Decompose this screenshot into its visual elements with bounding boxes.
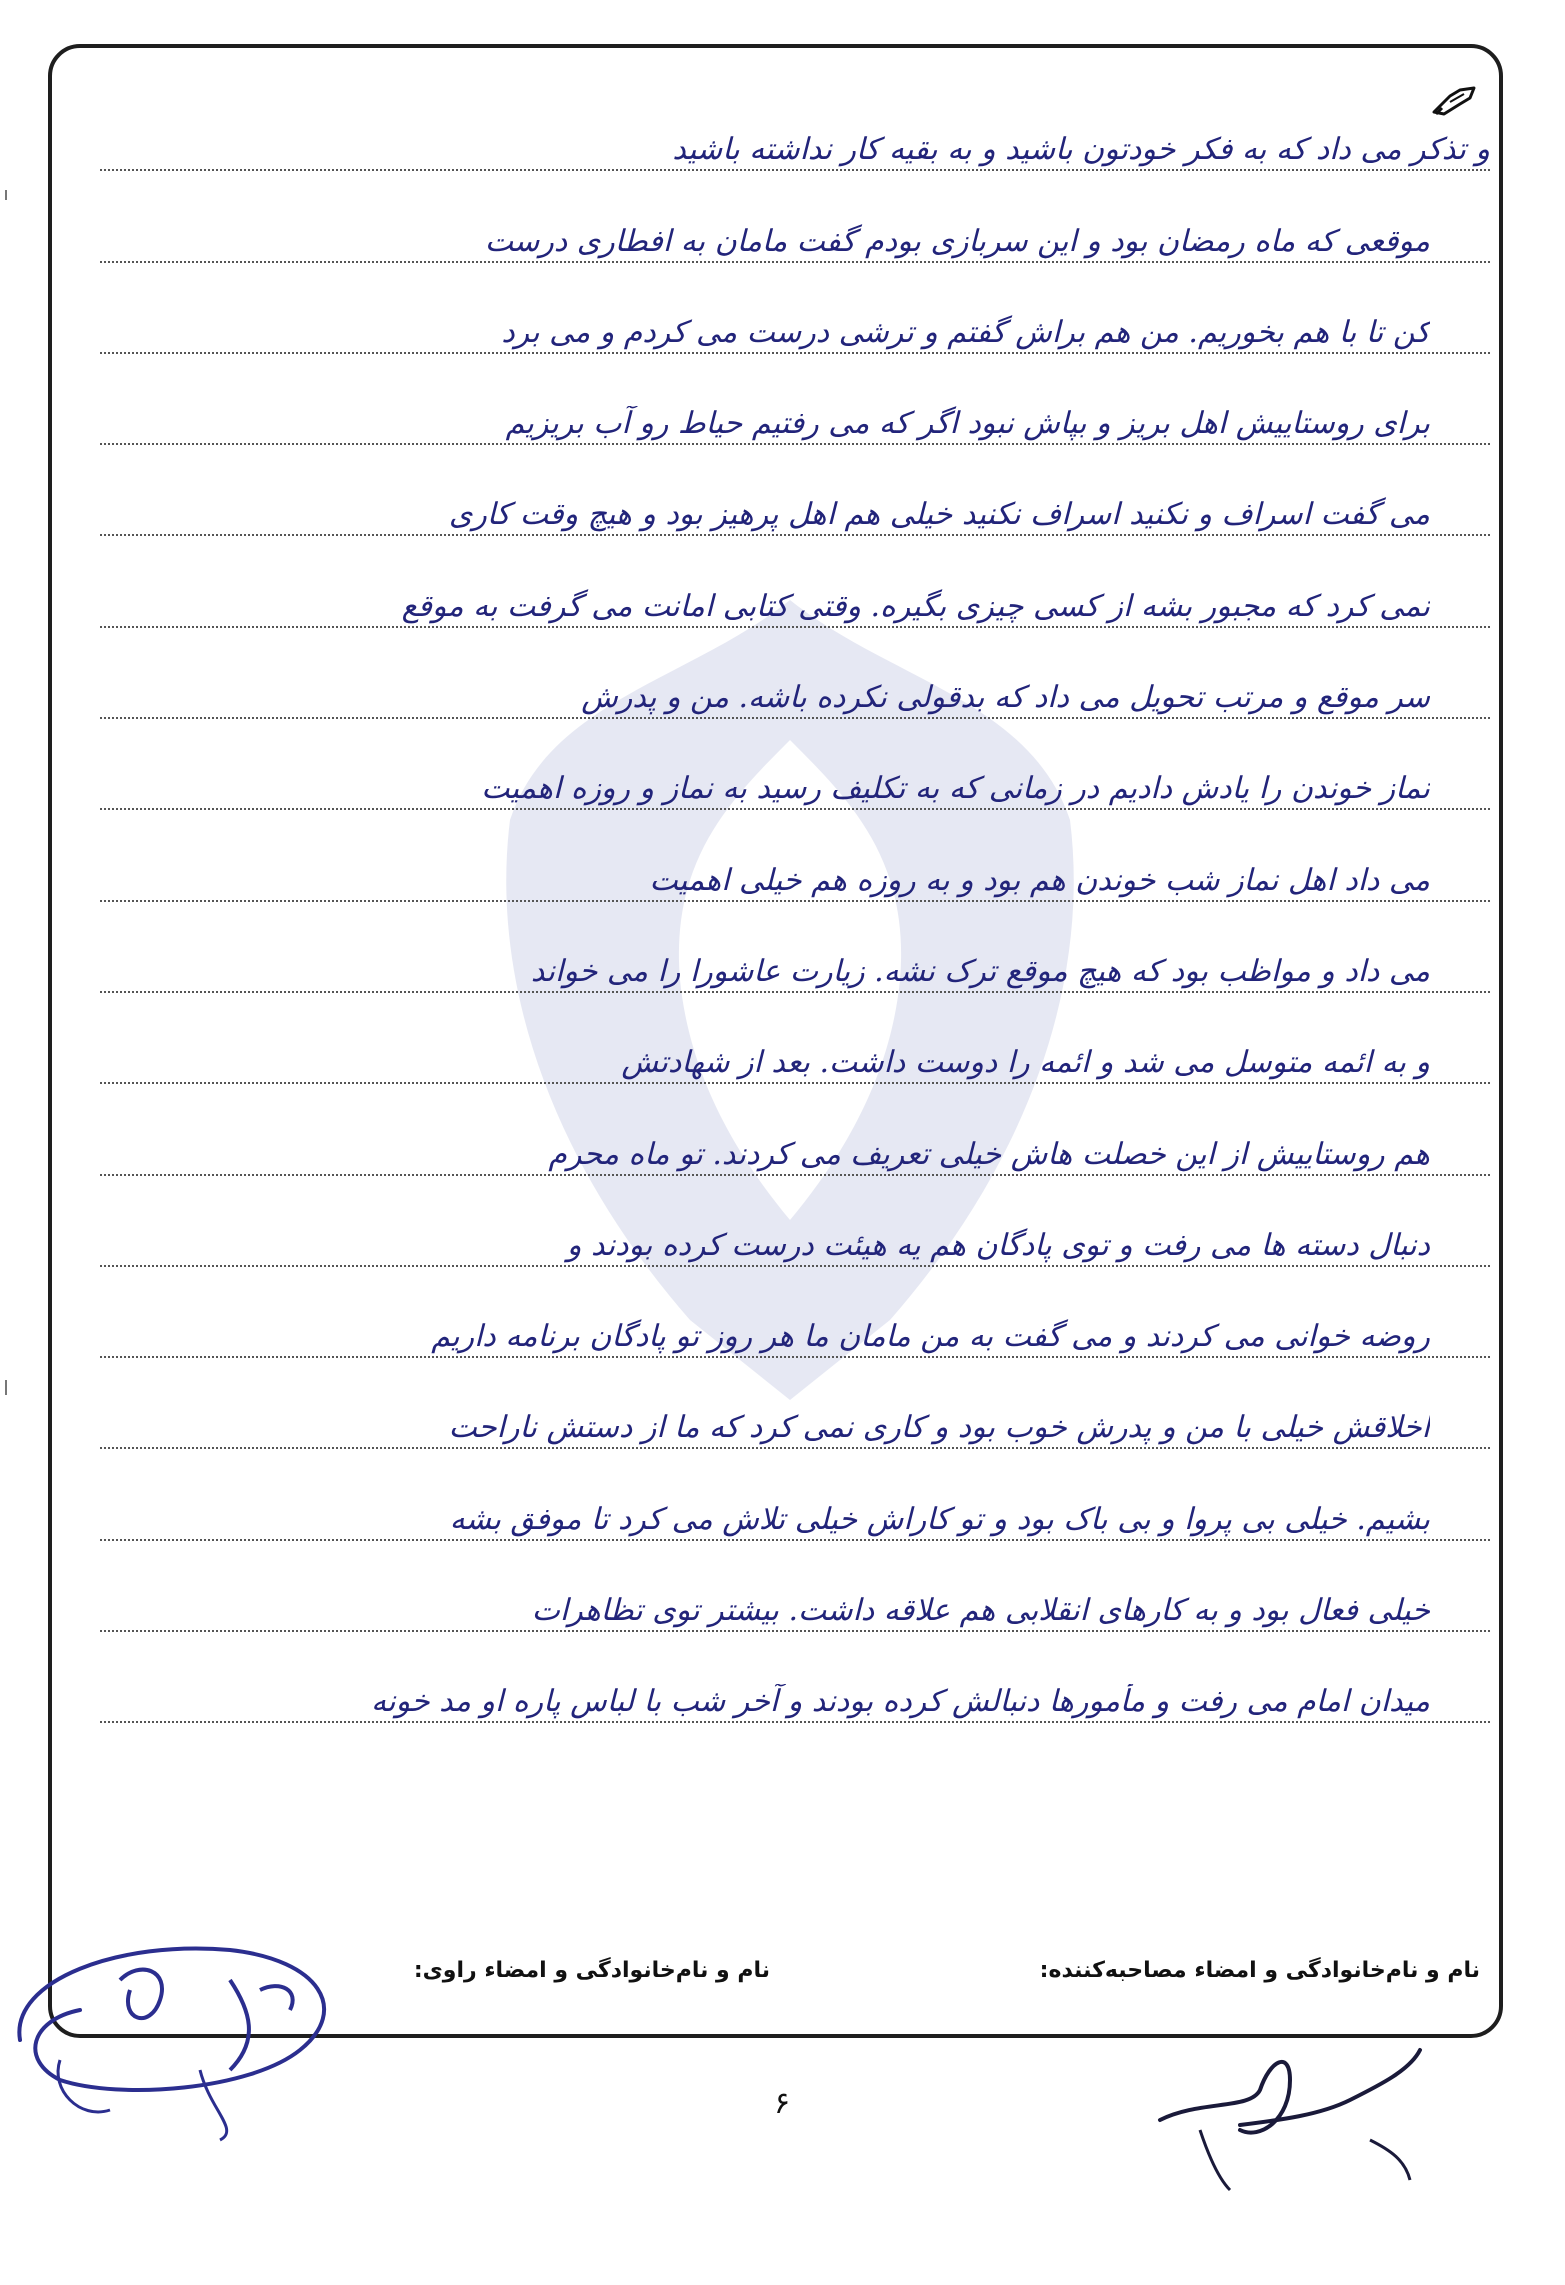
body-line-text: بشیم. خیلی بی پروا و بی باک بود و تو کاراش خیلی تلاش می کرد تا موفق بشه xyxy=(449,1501,1430,1537)
body-line xyxy=(100,1267,1490,1358)
body-line-text: دنبال دسته ها می رفت و توی پادگان هم یه هیئت درست کرده بودند و xyxy=(566,1227,1430,1263)
body-line-text: می داد و مواظب بود که هیچ موقع ترک نشه. زیارت عاشورا را می خواند xyxy=(530,953,1430,989)
body-line xyxy=(100,263,1490,354)
body-line-text: میدان امام می رفت و مأمورها دنبالش کرده بودند و آخر شب با لباس پاره او مد خونه xyxy=(371,1684,1430,1720)
body-line xyxy=(100,902,1490,993)
body-line-text: و تذکر می داد که به فکر خودتون باشید و به بقیه کار نداشته باشید xyxy=(672,132,1490,168)
body-line xyxy=(100,1632,1490,1723)
body-line xyxy=(100,445,1490,536)
body-line-text: هم روستاییش از این خصلت هاش خیلی تعریف می کردند. تو ماه محرم xyxy=(548,1136,1430,1172)
body-line xyxy=(100,628,1490,719)
body-line-text: می گفت اسراف و نکنید اسراف نکنید خیلی هم اهل پرهیز بود و هیچ وقت کاری xyxy=(448,497,1430,533)
page-number: ۶ xyxy=(773,2086,791,2121)
body-line xyxy=(100,719,1490,810)
body-line xyxy=(100,536,1490,627)
body-line xyxy=(100,993,1490,1084)
body-line xyxy=(100,1541,1490,1632)
body-line xyxy=(100,1176,1490,1267)
body-line-text: می داد اهل نماز شب خوندن هم بود و به روزه هم خیلی اهمیت xyxy=(649,862,1430,898)
body-line xyxy=(100,1084,1490,1175)
body-line xyxy=(100,171,1490,262)
body-line-text: و به ائمه متوسل می شد و ائمه را دوست داشت. بعد از شهادتش xyxy=(621,1045,1430,1081)
body-line-text: نماز خوندن را یادش دادیم در زمانی که به تکلیف رسید به نماز و روزه اهمیت xyxy=(481,771,1430,807)
body-line-text: موقعی که ماه رمضان بود و این سربازی بودم گفت مامان به افطاری درست xyxy=(484,223,1430,259)
body-line xyxy=(100,810,1490,901)
body-line xyxy=(100,1358,1490,1449)
interviewer-signature xyxy=(1140,2030,1440,2200)
body-line-text: خیلی فعال بود و به کارهای انقلابی هم علاقه داشت. بیشتر توی تظاهرات xyxy=(531,1593,1430,1629)
body-line-text: برای روستاییش اهل بریز و بپاش نبود اگر که می رفتیم حیاط رو آب بریزیم xyxy=(505,406,1430,442)
body-line-text: اخلاقش خیلی با من و پدرش خوب بود و کاری نمی کرد که ما از دستش ناراحت xyxy=(448,1410,1430,1446)
body-line xyxy=(100,354,1490,445)
body-line-text: سر موقع و مرتب تحویل می داد که بدقولی نکرده باشه. من و پدرش xyxy=(581,680,1430,716)
body-line-text: روضه خوانی می کردند و می گفت به من مامان ما هر روز تو پادگان برنامه داریم xyxy=(431,1319,1430,1355)
body-line xyxy=(100,1449,1490,1540)
body-line-text: نمی کرد که مجبور بشه از کسی چیزی بگیره. وقتی کتابی امانت می گرفت به موقع xyxy=(401,588,1430,624)
body-line xyxy=(100,80,1490,171)
narrator-signature xyxy=(0,1920,360,2150)
interviewer-label: نام و نام‌خانوادگی و امضاء مصاحبه‌کننده: xyxy=(1039,1958,1480,1983)
narrator-label: نام و نام‌خانوادگی و امضاء راوی: xyxy=(413,1958,770,1983)
body-line-text: کن تا با هم بخوریم. من هم براش گفتم و ترشی درست می کردم و می برد xyxy=(501,314,1430,350)
handwritten-body xyxy=(100,80,1490,1723)
